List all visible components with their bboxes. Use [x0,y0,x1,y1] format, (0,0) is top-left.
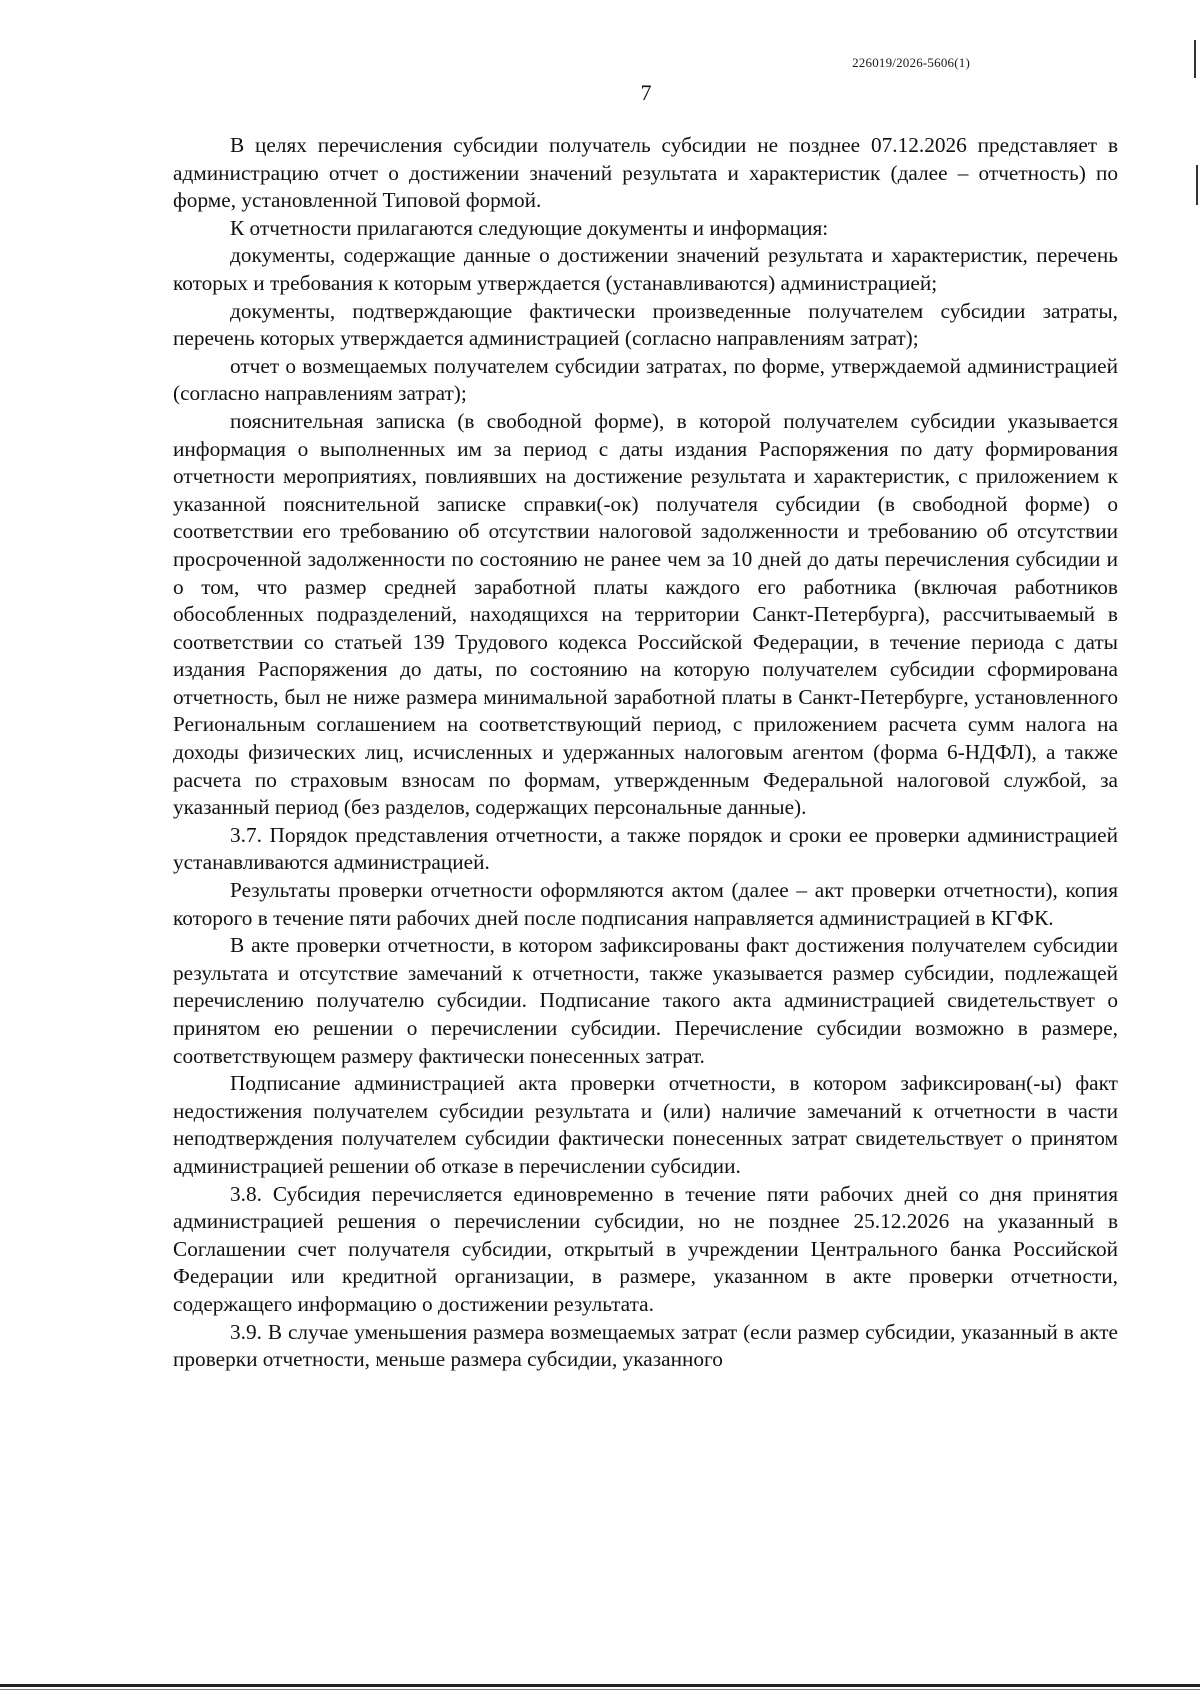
paragraph-attached-documents-intro: К отчетности прилагаются следующие документы и информация: [230,215,829,240]
paragraph-3-7: 3.7. Порядок представления отчетности, а также порядок и сроки ее проверки администрацией устанавливаются администрацией. [173,822,1118,875]
document-code: 226019/2026-5606(1) [852,55,970,70]
paragraph-3-9: 3.9. В случае уменьшения размера возмещаемых затрат (если размер субсидии, указанный в акте проверки отчетности, меньше размера субсидии, указанного [173,1319,1118,1372]
paragraph-3-8: 3.8. Субсидия перечисляется единовременно в течение пяти рабочих дней со дня принятия администрацией решения о перечислении субсидии, но не позднее 25.12.2026 на указанный в Соглашении счет получателя субсидии, открытый в учреждении Центрального банка Российской Федерации или кредитной организации, в размере, указанном в акте проверки отчетности, содержащего информацию о достижении результата. [173,1181,1118,1316]
paragraph-reporting-deadline: В целях перечисления субсидии получатель субсидии не позднее 07.12.2026 представляет в администрацию отчет о достижении значений результата и характеристик (далее – отчетность) по форме, установленной Типовой формой. [173,133,1118,213]
paragraph-check-results: Результаты проверки отчетности оформляются актом (далее – акт проверки отчетности), копия которого в течение пяти рабочих дней после подписания направляется администрацией в КГФК. [173,878,1118,930]
scan-bottom-edge [0,1684,1200,1687]
paragraph-cost-documents: документы, подтверждающие фактически произведенные получателем субсидии затраты, перечень которых утверждается администрацией (согласно направлениям затрат); [173,298,1118,351]
scan-edge-mark [1196,165,1198,205]
page-number: 7 [640,80,652,105]
paragraph-check-act: В акте проверки отчетности, в котором зафиксированы факт достижения получателем субсидии результата и отсутствие замечаний к отчетности, также указывается размер субсидии, подлежащей перечислению получателю субсидии. Подписание такого акта администрацией свидетельствует о принятом ею решении о перечислении субсидии. Перечисление субсидии возможно в размере, соответствующем размеру фактически понесенных затрат. [173,933,1118,1068]
document-body [173,132,1118,1374]
paragraph-explanatory-note: пояснительная записка (в свободной форме), в которой получателем субсидии указывается информация о выполненных им за период с даты издания Распоряжения по дату формирования отчетности мероприятиях, повлиявших на достижение результата и характеристик, с приложением к указанной пояснительной записке справки(-ок) получателя субсидии (в свободной форме) о соответствии его требованию об отсутствии налоговой задолженности и требованию об отсутствии просроченной задолженности по состоянию не ранее чем за 10 дней до даты перечисления субсидии и о том, что размер средней заработной платы каждого его работника (включая работников обособленных подразделений, находящихся на территории Санкт-Петербурга), рассчитываемый в соответствии со статьей 139 Трудового кодекса Российской Федерации, в течение периода с даты издания Распоряжения до даты, по состоянию на которую получателем субсидии сформирована отчетность, был не ниже размера минимальной заработной платы в Санкт-Петербурге, установленного Региональным соглашением на соответствующий период, с приложением расчета сумм налога на доходы физических лиц, исчисленных и удержанных налоговым агентом (форма 6-НДФЛ), а также расчета по страховым взносам по формам, утвержденным Федеральной налоговой службой, за указанный период (без разделов, содержащих персональные данные). [173,408,1118,820]
scan-bottom-edge [0,1689,1200,1690]
scan-edge-mark [1194,40,1196,78]
paragraph-refusal-act: Подписание администрацией акта проверки отчетности, в котором зафиксирован(-ы) факт недостижения получателем субсидии результата и (или) наличие замечаний к отчетности в части неподтверждения получателем субсидии фактически понесенных затрат свидетельствует о принятом администрацией решении об отказе в перечислении субсидии. [173,1071,1118,1178]
paragraph-result-documents: документы, содержащие данные о достижении значений результата и характеристик, перечень которых и требования к которым утверждается (устанавливаются) администрацией; [173,243,1118,295]
paragraph-cost-report: отчет о возмещаемых получателем субсидии затратах, по форме, утверждаемой администрацией (согласно направлениям затрат); [173,353,1118,406]
